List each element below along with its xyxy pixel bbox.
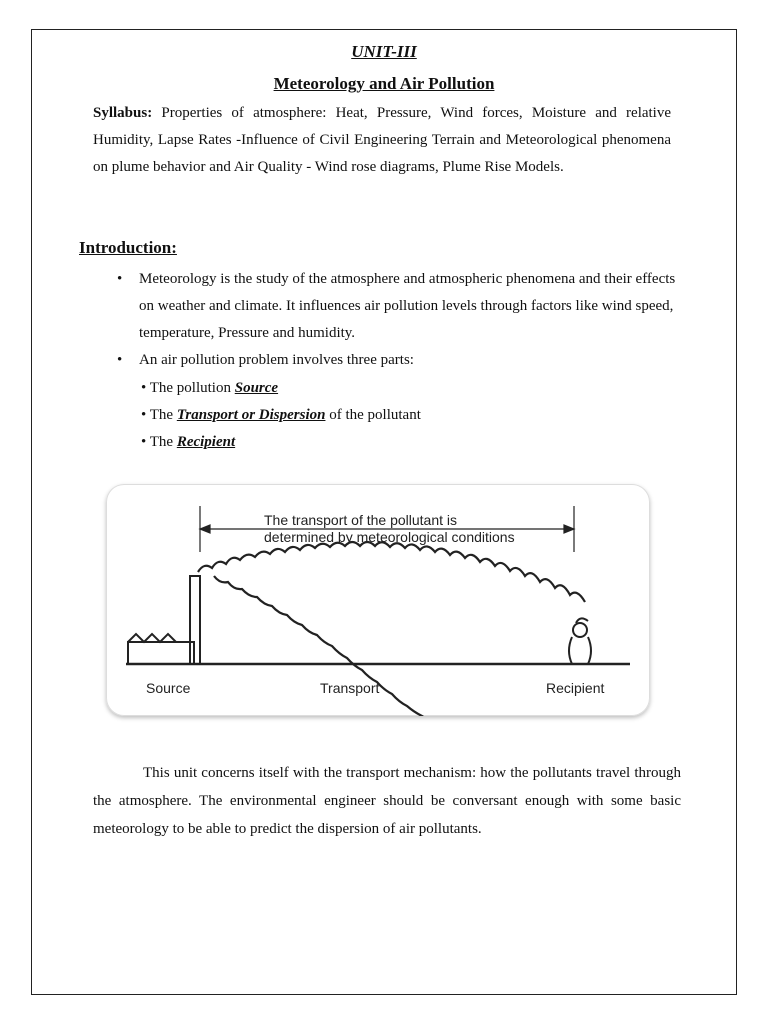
syllabus-label: Syllabus: [93,105,153,121]
introduction-list [117,266,681,374]
factory-icon [128,576,200,664]
upper-plume [198,542,585,602]
label-transport: Transport [320,680,380,696]
body-paragraph: This unit concerns itself with the transport mechanism: how the pollutants travel through the atmosphere. The environmental engineer should be conversant enough with some basic meteorology to be able to predict the dispersion of air pollutants. [93,765,681,837]
figure-caption-line2: determined by meteorological conditions [264,529,515,545]
label-recipient: Recipient [546,680,605,696]
figure-caption [264,512,515,546]
bullet-text: Meteorology is the study of the atmosphere and atmospheric phenomena and their effects on weather and climate. It influences air pollution levels through factors like wind speed, temperature, Pressure and humidity. [139,271,676,341]
bullet-text: An air pollution problem involves three parts: [139,352,414,368]
syllabus [93,100,671,181]
bullet-icon: • [117,352,123,368]
label-source: Source [146,680,191,696]
introduction-heading: Introduction: [79,238,177,257]
part-emphasis: Transport or Dispersion [176,407,326,423]
part-prefix: • The [141,407,177,423]
unit-heading: UNIT-III [351,42,417,61]
part-recipient [141,429,235,456]
part-prefix: • The pollution [141,380,235,396]
part-suffix: of the pollutant [325,407,421,423]
pollution-transport-figure [106,484,650,716]
part-emphasis: Recipient [176,434,236,450]
part-source [141,375,278,402]
part-emphasis: Source [234,380,279,396]
page-title: Meteorology and Air Pollution [273,74,495,93]
list-item [117,266,681,347]
syllabus-text: Properties of atmosphere: Heat, Pressure, Wind forces, Moisture and relative Humidity, Lapse Rates -Influence of Civil Engineering Terrain and Meteorological phenomena on plume behavior and Air Quality - Wind rose diagrams, Plume Rise Models. [93,105,672,175]
list-item [117,347,681,374]
part-prefix: • The [141,434,177,450]
person-icon [568,618,594,664]
bullet-icon: • [117,271,123,287]
part-transport [141,402,421,429]
figure-caption-line1: The transport of the pollutant is [264,512,457,528]
